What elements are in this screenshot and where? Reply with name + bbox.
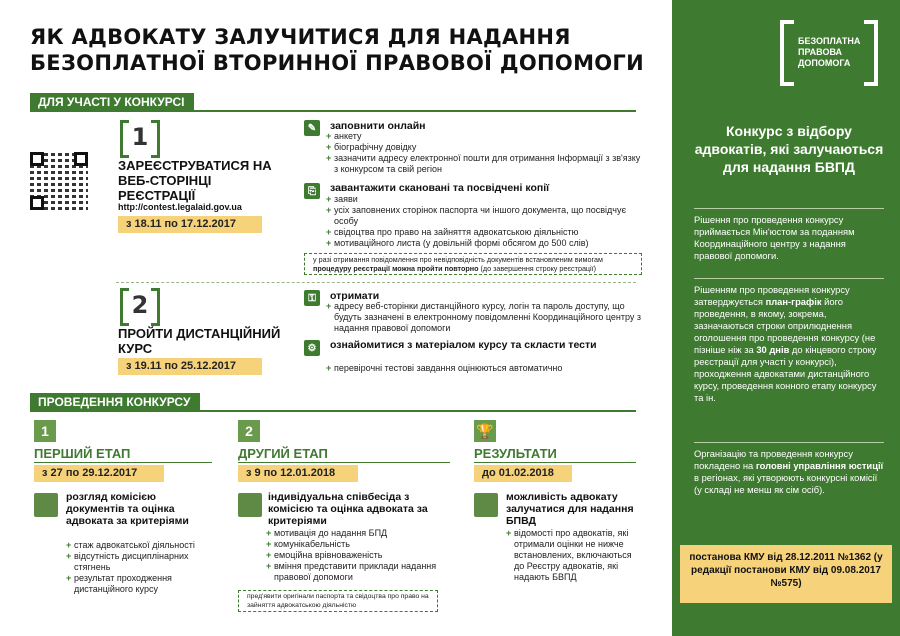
trophy-icon: 🏆 — [474, 420, 496, 442]
results-title: РЕЗУЛЬТАТИ — [474, 446, 557, 461]
stage1-head: розгляд комісією документів та оцінка адвоката за критеріями — [66, 491, 189, 527]
settings-icon: ⚙ — [304, 340, 320, 356]
step-number-2: 2 — [120, 288, 160, 322]
section-contest: ПРОВЕДЕННЯ КОНКУРСУ — [30, 393, 200, 411]
stage1-list: + стаж адвокатської діяльності + відсутність дисциплінарних стягнень + результат проходження дистанційного курсу — [66, 540, 226, 595]
stage2-head: індивідуальна співбесіда з комісією та оцінка адвоката за критеріями — [268, 491, 428, 527]
block-head: завантажити скановані та посвідчені копії — [330, 182, 550, 194]
logo-bracket — [864, 20, 878, 86]
panel-paragraph-1: Рішення про проведення конкурсу приймається Мін'юстом за поданням Координаційного центру з надання правової допомоги. — [694, 214, 855, 261]
stage2-title: ДРУГИЙ ЕТАП — [238, 446, 328, 461]
results-dates: до 01.02.2018 — [474, 465, 572, 482]
receive-list: + адресу веб-сторінки дистанційного курсу, логін та пароль доступу, що будуть зазначені в електронному повідомленні Координаційного центру з надання правової допомоги — [326, 301, 642, 334]
step1-title: ЗАРЕЄСТРУВАТИСЯ НА ВЕБ-СТОРІНЦІ РЕЄСТРАЦІЇ — [118, 158, 272, 203]
page-title: ЯК АДВОКАТУ ЗАЛУЧИТИСЯ ДЛЯ НАДАННЯ БЕЗОПЛАТНОЇ ВТОРИННОЇ ПРАВОВОЇ ДОПОМОГИ — [30, 25, 644, 75]
qr-corner — [30, 196, 44, 210]
legal-reference: постанова КМУ від 28.12.2011 №1362 (у редакції постанови КМУ від 09.08.2017 №575) — [680, 545, 892, 603]
attachment-icon: ⎘ — [304, 183, 320, 199]
repeat-registration-note: у разі отримання повідомлення про невідповідність документів встановленим вимогам процедуру реєстрації можна пройти повторно (до завершення строку реєстрації) — [304, 253, 642, 275]
results-list: + відомості про адвокатів, які отримали оцінки не нижче встановлених, включаються до Реєстру адвокатів, які надають БВПД — [506, 528, 636, 583]
section-line — [30, 410, 636, 412]
registration-url[interactable]: http://contest.legalaid.gov.ua — [118, 202, 242, 212]
step2-dates: з 19.11 по 25.12.2017 — [118, 358, 262, 375]
fill-online-list: + анкету + біографічну довідку + зазначити адресу електронної пошти для отримання Інформації з зв'язку з конкурсом та свій регіон — [326, 131, 642, 175]
block-head: ознайомитися з матеріалом курсу та скласти тести — [330, 339, 597, 351]
stage1-dates: з 27 по 29.12.2017 — [34, 465, 164, 482]
divider — [116, 282, 636, 283]
step2-title: ПРОЙТИ ДИСТАНЦІЙНИЙ КУРС — [118, 326, 281, 356]
stage-number-1: 1 — [34, 420, 56, 442]
interview-icon — [238, 493, 262, 517]
stage-line — [238, 462, 450, 463]
section-line — [30, 110, 636, 112]
checklist-icon — [34, 493, 58, 517]
stage-number-2: 2 — [238, 420, 260, 442]
stage2-dates: з 9 по 12.01.2018 — [238, 465, 358, 482]
stage-line — [34, 462, 212, 463]
results-head: можливість адвокату залучатися для надання БПВД — [506, 491, 634, 527]
edit-icon: ✎ — [304, 120, 320, 136]
qr-corner — [74, 152, 88, 166]
block-head: отримати — [330, 290, 380, 302]
stage-line — [474, 462, 636, 463]
panel-paragraph-3: Організацію та проведення конкурсу покладено на головні управління юстиції в регіонах, які утворюють конкурсні комісії (у складі не менш як сім осіб). — [694, 448, 884, 495]
upload-list: + заяви + усіх заповнених сторінок паспорта чи іншого документа, що посвідчує особу + свідоцтва про право на зайняття адвокатською діяльністю + мотиваційного листа (у довільній формі обсягом до 500 слів) — [326, 194, 642, 249]
separator — [694, 442, 884, 443]
tests-list: + перевірочні тестові завдання оцінюються автоматично — [326, 363, 642, 374]
stage2-note: пред'явити оригінали паспорта та свідоцтва про право на зайняття адвокатською діяльністю — [238, 590, 438, 612]
printer-icon — [474, 493, 498, 517]
panel-paragraph-2: Рішенням про проведення конкурсу затверджується план-графік його проведення, в якому, зокрема, зазначаються строки оприлюднення оголошення про проведення конкурсу (не пізніше ніж за 30 днів до кінцевого строку реєстрації для участі у конкурсі), проходження адвокатами дистанційного курсу, проведення конного етапу конкурсу та ін. — [694, 284, 877, 403]
section-participation: ДЛЯ УЧАСТІ У КОНКУРСІ — [30, 93, 194, 111]
step1-dates: з 18.11 по 17.12.2017 — [118, 216, 262, 233]
stage2-list: + мотивація до надання БПД + комунікабельність + емоційна врівноваженість + вміння представити приклади надання правової допомоги — [266, 528, 456, 583]
logo-bracket — [780, 20, 794, 86]
step-number-1: 1 — [120, 120, 160, 154]
separator — [694, 278, 884, 279]
lock-icon: ⚿ — [304, 290, 320, 306]
info-panel — [672, 0, 900, 636]
stage1-title: ПЕРШИЙ ЕТАП — [34, 446, 131, 461]
panel-title: Конкурс з відбору адвокатів, які залучаються для надання БВПД — [694, 123, 884, 175]
separator — [694, 208, 884, 209]
logo-text: БЕЗОПЛАТНА ПРАВОВА ДОПОМОГА — [798, 36, 861, 68]
logo — [780, 20, 878, 100]
qr-corner — [30, 152, 44, 166]
block-head: заповнити онлайн — [330, 120, 426, 132]
